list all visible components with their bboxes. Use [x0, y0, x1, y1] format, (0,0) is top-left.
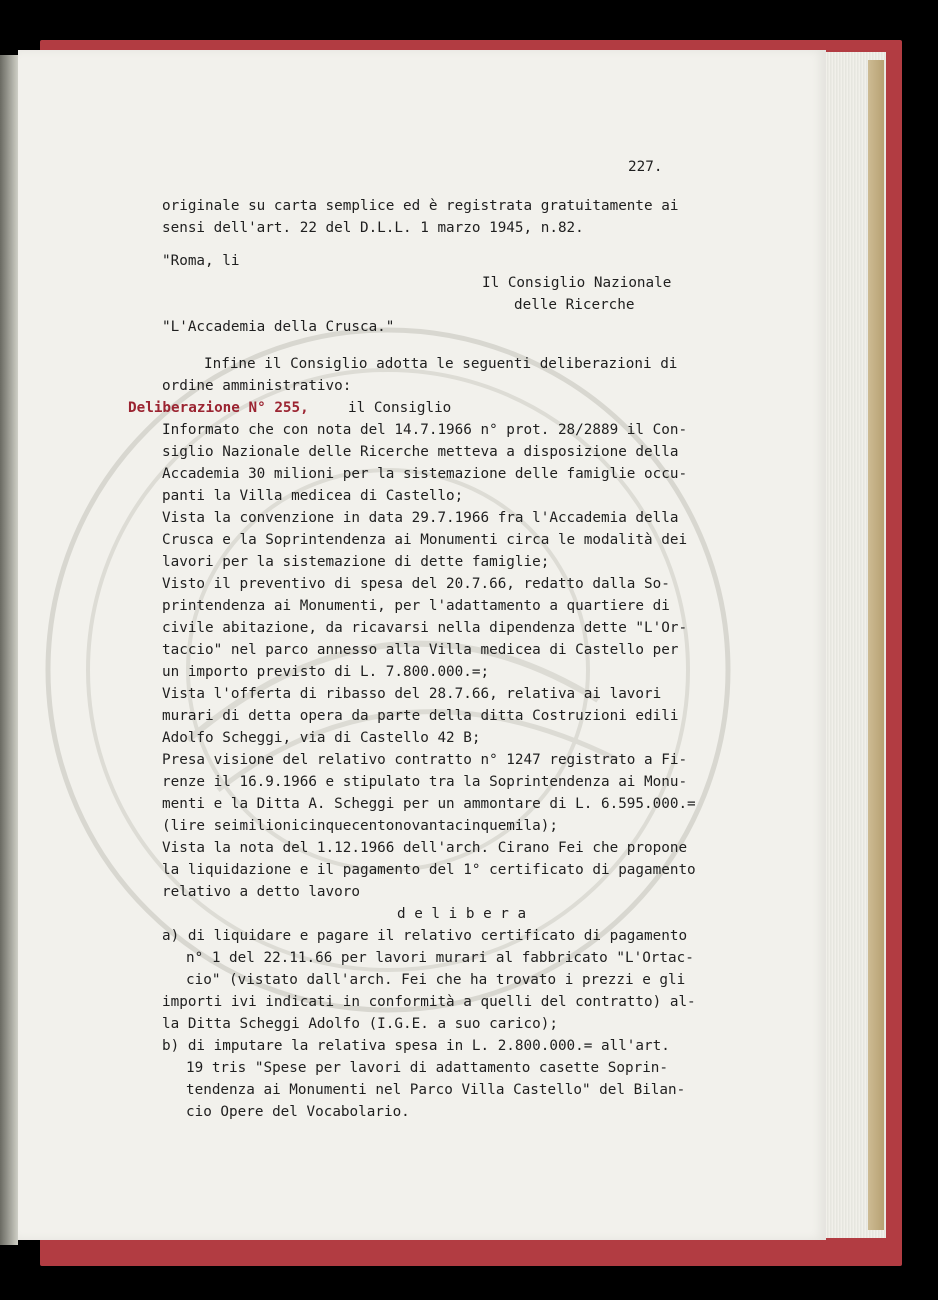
text-line: Informato che con nota del 14.7.1966 n° prot. 28/2889 il Con- — [162, 422, 688, 438]
facing-page-edge — [0, 55, 18, 1245]
text-line: Vista l'offerta di ribasso del 28.7.66, relativa ai lavori — [162, 686, 662, 702]
text-line: siglio Nazionale delle Ricerche metteva a disposizione della — [162, 444, 679, 460]
text-line: Vista la nota del 1.12.1966 dell'arch. Cirano Fei che propone — [162, 840, 688, 856]
text-line: lavori per la sistemazione di dette famiglie; — [162, 554, 550, 570]
page-number: 227. — [628, 159, 663, 175]
text-line: Accademia 30 milioni per la sistemazione delle famiglie occu- — [162, 466, 688, 482]
text-line: cio Opere del Vocabolario. — [186, 1104, 410, 1120]
text-line: a) di liquidare e pagare il relativo certificato di pagamento — [162, 928, 688, 944]
text-line: (lire seimilionicinquecentonovantacinquemila); — [162, 818, 558, 834]
page-edge — [868, 60, 884, 1230]
text-line: delle Ricerche — [514, 297, 635, 313]
text-line: d e l i b e r a — [397, 906, 527, 922]
text-line: Adolfo Scheggi, via di Castello 42 B; — [162, 730, 481, 746]
text-line: Vista la convenzione in data 29.7.1966 fra l'Accademia della — [162, 510, 679, 526]
text-line: n° 1 del 22.11.66 per lavori murari al fabbricato "L'Ortac- — [186, 950, 694, 966]
text-line: ordine amministrativo: — [162, 378, 352, 394]
text-line: la Ditta Scheggi Adolfo (I.G.E. a suo carico); — [162, 1016, 558, 1032]
text-line: Crusca e la Soprintendenza ai Monumenti circa le modalità dei — [162, 532, 688, 548]
text-line: Infine il Consiglio adotta le seguenti deliberazioni di — [204, 356, 678, 372]
text-line: Il Consiglio Nazionale — [482, 275, 672, 291]
text-line: la liquidazione e il pagamento del 1° certificato di pagamento — [162, 862, 696, 878]
text-line: 19 tris "Spese per lavori di adattamento casette Soprin- — [186, 1060, 669, 1076]
text-line: panti la Villa medicea di Castello; — [162, 488, 464, 504]
text-line: b) di imputare la relativa spesa in L. 2.800.000.= all'art. — [162, 1038, 670, 1054]
text-line: cio" (vistato dall'arch. Fei che ha trovato i prezzi e gli — [186, 972, 686, 988]
text-line: taccio" nel parco annesso alla Villa medicea di Castello per — [162, 642, 679, 658]
text-line: Visto il preventivo di spesa del 20.7.66, redatto dalla So- — [162, 576, 670, 592]
text-line: renze il 16.9.1966 e stipulato tra la Soprintendenza ai Monu- — [162, 774, 688, 790]
text-line: importi ivi indicati in conformità a quelli del contratto) al- — [162, 994, 696, 1010]
deliberation-heading: Deliberazione N° 255, — [128, 400, 309, 416]
text-line: un importo previsto di L. 7.800.000.=; — [162, 664, 490, 680]
deliberation-council: il Consiglio — [348, 400, 452, 416]
text-line: printendenza ai Monumenti, per l'adattamento a quartiere di — [162, 598, 670, 614]
text-line: murari di detta opera da parte della ditta Costruzioni edili — [162, 708, 679, 724]
text-line: relativo a detto lavoro — [162, 884, 360, 900]
text-line: tendenza ai Monumenti nel Parco Villa Castello" del Bilan- — [186, 1082, 686, 1098]
text-line: originale su carta semplice ed è registrata gratuitamente ai — [162, 198, 679, 214]
text-line: sensi dell'art. 22 del D.L.L. 1 marzo 1945, n.82. — [162, 220, 584, 236]
text-line: "Roma, li — [162, 253, 240, 269]
text-line: civile abitazione, da ricavarsi nella dipendenza dette "L'Or- — [162, 620, 688, 636]
text-line: Presa visione del relativo contratto n° 1247 registrato a Fi- — [162, 752, 688, 768]
text-line: "L'Accademia della Crusca." — [162, 319, 395, 335]
text-line: menti e la Ditta A. Scheggi per un ammontare di L. 6.595.000.= — [162, 796, 696, 812]
